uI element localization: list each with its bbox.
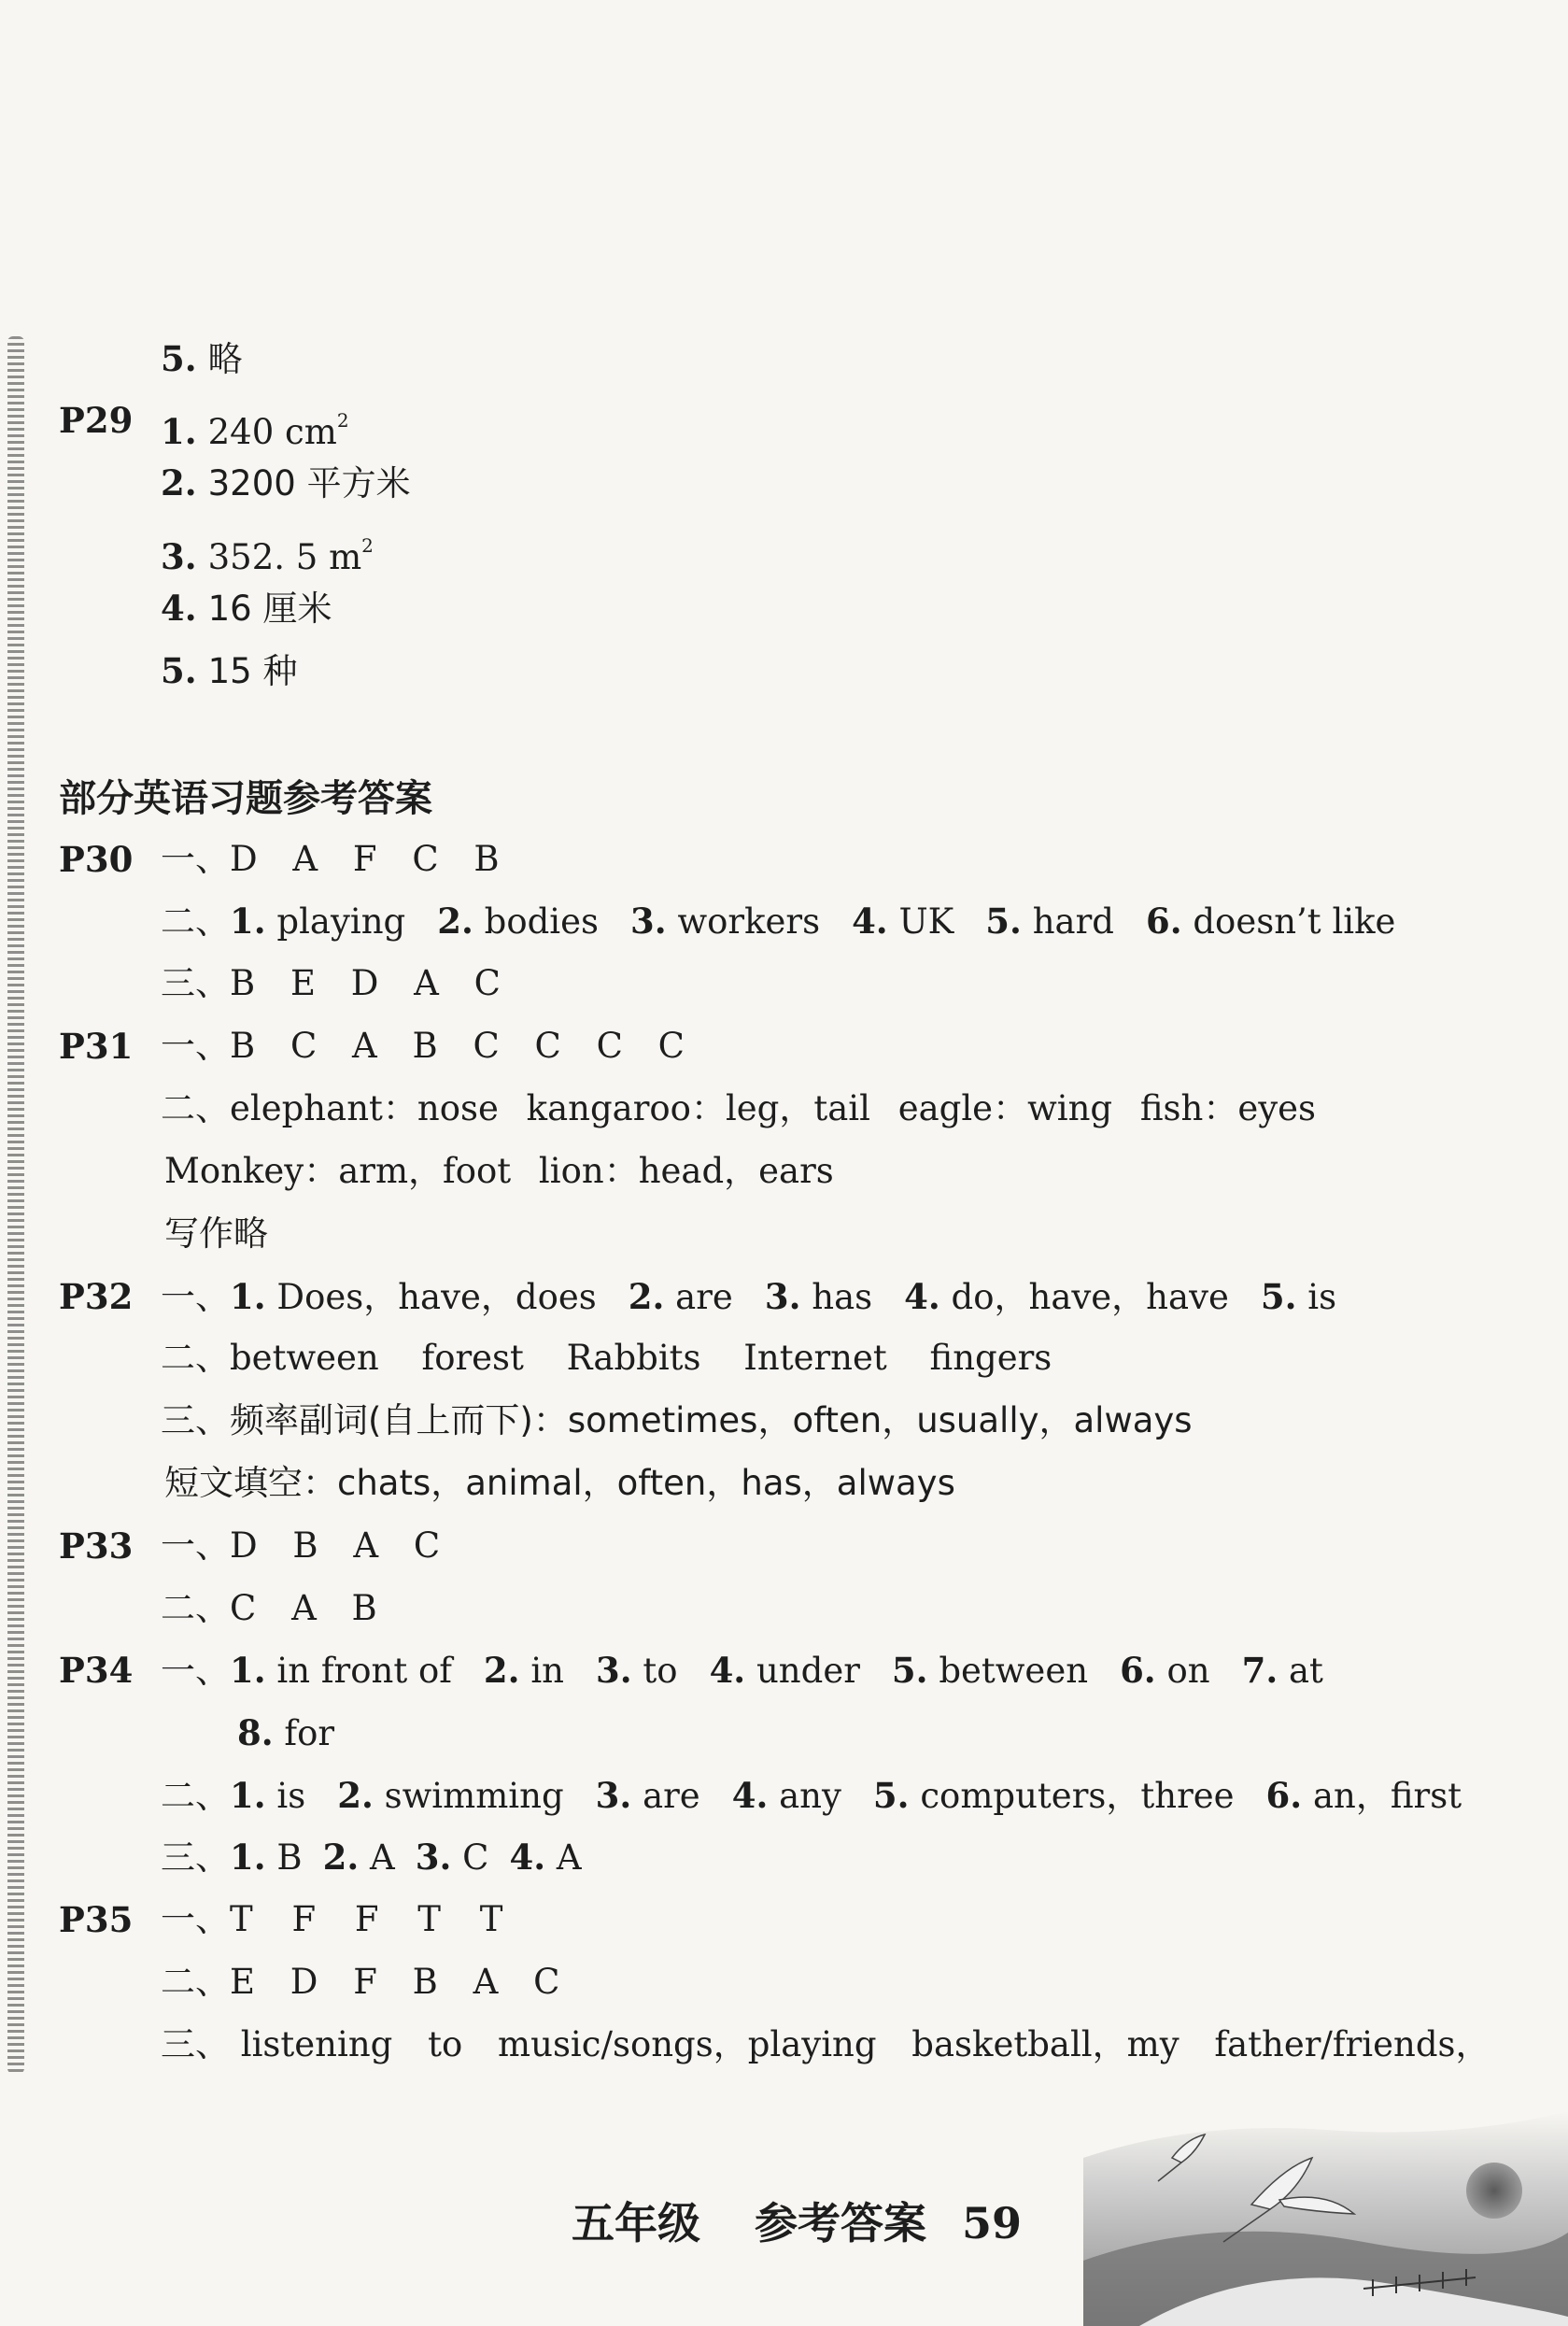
page-label: P29 [59, 400, 134, 441]
binding-edge [7, 336, 24, 2074]
decorative-crane-scene [1083, 2102, 1568, 2326]
section-heading: 部分英语习题参考答案 [59, 777, 432, 820]
page-label: P30 [59, 839, 134, 880]
answer-line: 二、E D F B A C [161, 1962, 560, 2002]
answer-line: 一、B C A B C C C C [161, 1026, 685, 1066]
page-label: P33 [59, 1525, 134, 1567]
page-label: P34 [59, 1650, 134, 1691]
answer-line: 1. 240 $cm^2$ [161, 409, 349, 452]
answer-line: 一、D B A C [161, 1525, 441, 1566]
page-label: P35 [59, 1899, 134, 1940]
answer-line: 二、C A B [161, 1588, 377, 1628]
answer-line: 短文填空：chats，animal，often，has，always [164, 1463, 955, 1503]
answer-line: Monkey：arm，foot lion：head，ears [164, 1151, 834, 1191]
answer-line: 二、between forest Rabbits Internet fingers [161, 1338, 1052, 1378]
answer-line: 三、 listening to music/songs，playing basketball，my father/friends， [161, 2024, 1490, 2064]
page-label: P32 [59, 1276, 134, 1317]
answer-line: 一、T F F T T [161, 1899, 503, 1939]
answer-line: 3. 352. 5 $m^2$ [161, 534, 374, 577]
answer-line: 三、频率副词(自上而下)：sometimes，often，usually，always [161, 1400, 1193, 1440]
answer-line: 二、elephant：nose kangaroo：leg，tail eagle：wing fish：eyes [161, 1088, 1317, 1128]
answer-line: 三、1. B 2. A 3. C 4. A [161, 1837, 582, 1878]
answer-line: 2. 3200 平方米 [161, 462, 411, 503]
answer-line: 二、1. playing 2. bodies 3. workers 4. UK 5. hard 6. doesn’t like [161, 901, 1396, 942]
answer-line: 8. for [237, 1712, 335, 1753]
answer-line: 5. 略 [161, 338, 243, 379]
answer-line: 一、1. Does，have，does 2. are 3. has 4. do，have，have 5. is [161, 1276, 1337, 1317]
answer-line: 4. 16 厘米 [161, 588, 332, 629]
answer-line: 5. 15 种 [161, 650, 298, 691]
answer-line: 三、B E D A C [161, 963, 501, 1003]
footer-title: 参考答案 [755, 2198, 927, 2248]
answer-line: 写作略 [164, 1213, 268, 1254]
page-number: 59 [962, 2198, 1023, 2248]
answer-line: 一、1. in front of 2. in 3. to 4. under 5. between 6. on 7. at [161, 1650, 1323, 1691]
moon-shape [1466, 2163, 1522, 2219]
answer-line: 二、1. is 2. swimming 3. are 4. any 5. computers，three 6. an，first [161, 1775, 1462, 1816]
page-footer [572, 2195, 1022, 2251]
footer-grade: 五年级 [572, 2198, 700, 2248]
answer-line: 一、D A F C B [161, 839, 500, 879]
page-label: P31 [59, 1026, 134, 1067]
